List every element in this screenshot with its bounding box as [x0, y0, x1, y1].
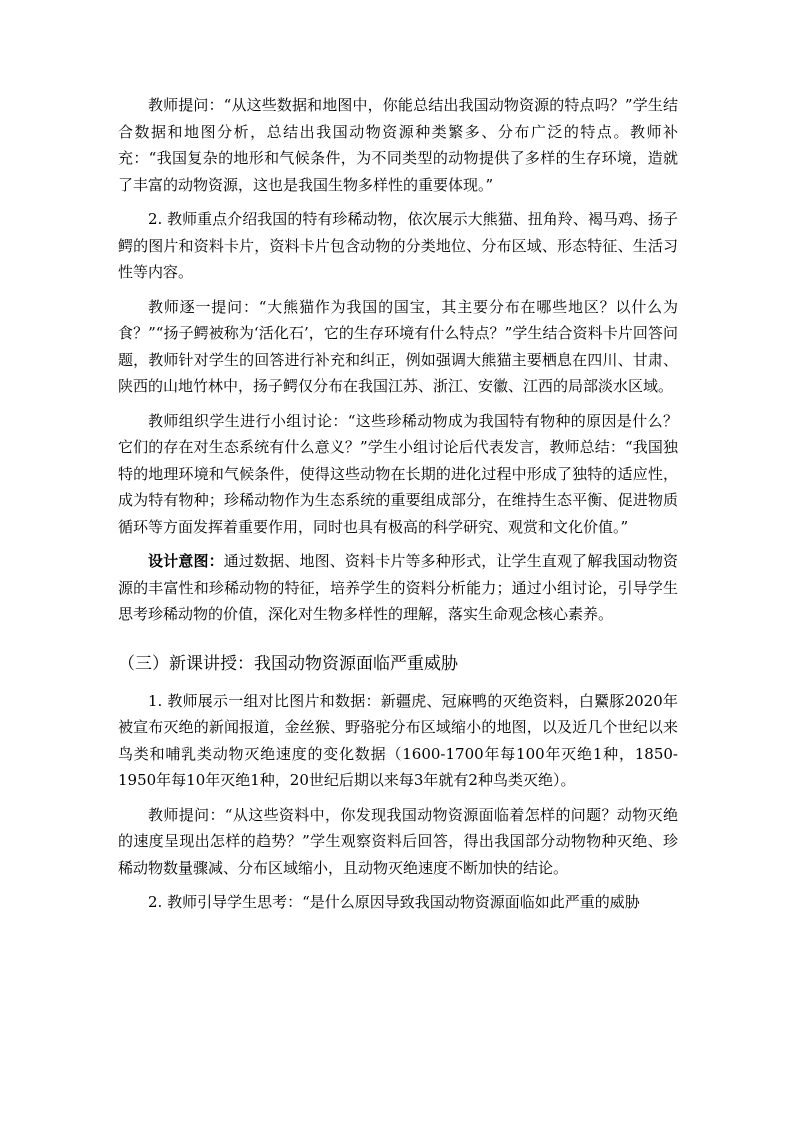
- paragraph-rare-animals-intro: 2. 教师重点介绍我国的特有珍稀动物，依次展示大熊猫、扭角羚、褐马鸡、扬子鳄的图片和资料卡片，资料卡片包含动物的分类地位、分布区域、形态特征、生活习性等内容。: [118, 210, 678, 281]
- paragraph-teacher-question-features: 教师提问：“从这些数据和地图中，你能总结出我国动物资源的特点吗？”学生结合数据和地图分析，总结出我国动物资源种类繁多、分布广泛的特点。教师补充：“我国复杂的地形和气候条件，为不同类型的动物提供了多样的生存环境，造就了丰富的动物资源，这也是我国生物多样性的重要体现。”: [118, 96, 678, 194]
- paragraph-teacher-question-threats: 教师提问：“从这些资料中，你发现我国动物资源面临着怎样的问题？动物灭绝的速度呈现出怎样的趋势？”学生观察资料后回答，得出我国部分动物物种灭绝、珍稀动物数量骤减、分布区域缩小，且动物灭绝速度不断加快的结论。: [118, 805, 678, 877]
- paragraph-teacher-question-panda: 教师逐一提问：“大熊猫作为我国的国宝，其主要分布在哪些地区？以什么为食？”“扬子鳄被称为‘活化石’，它的生存环境有什么特点？”学生结合资料卡片回答问题，教师针对学生的回答进行补充和纠正，例如强调大熊猫主要栖息在四川、甘肃、陕西的山地竹林中，扬子鳄仅分布在我国江苏、浙江、安徽、江西的局部淡水区域。: [118, 297, 678, 395]
- design-intent-text: 通过数据、地图、资料卡片等多种形式，让学生直观了解我国动物资源的丰富性和珍稀动物的特征，培养学生的资料分析能力；通过小组讨论，引导学生思考珍稀动物的价值，深化对生物多样性的理解，落实生命观念核心素养。: [118, 552, 678, 623]
- design-intent-label: 设计意图：: [148, 552, 224, 570]
- paragraph-group-discussion: 教师组织学生进行小组讨论：“这些珍稀动物成为我国特有物种的原因是什么？它们的存在对生态系统有什么意义？”学生小组讨论后代表发言，教师总结：“我国独特的地理环境和气候条件，使得这些动物在长期的进化过程中形成了独特的适应性，成为特有物种；珍稀动物作为生态系统的重要组成部分，在维持生态平衡、促进物质循环等方面发挥着重要作用，同时也具有极高的科学研究、观赏和文化价值。”: [118, 411, 678, 536]
- paragraph-teacher-guide-causes: 2. 教师引导学生思考：“是什么原因导致我国动物资源面临如此严重的威胁: [148, 893, 640, 911]
- section-heading: （三）新课讲授：我国动物资源面临严重威胁: [118, 653, 458, 674]
- document-page: [118, 92, 678, 916]
- paragraph-design-intent: [118, 548, 678, 628]
- paragraph-extinction-data: 1. 教师展示一组对比图片和数据：新疆虎、冠麻鸭的灭绝资料，白鱀豚2020年被宣布灭绝的新闻报道，金丝猴、野骆驼分布区域缩小的地图，以及近几个世纪以来鸟类和哺乳类动物灭绝速度的变化数据（1600-1700年每100年灭绝1种，1850-1950年每10年灭绝1种，20世纪后期以来每3年就有2种鸟类灭绝）。: [118, 691, 678, 789]
